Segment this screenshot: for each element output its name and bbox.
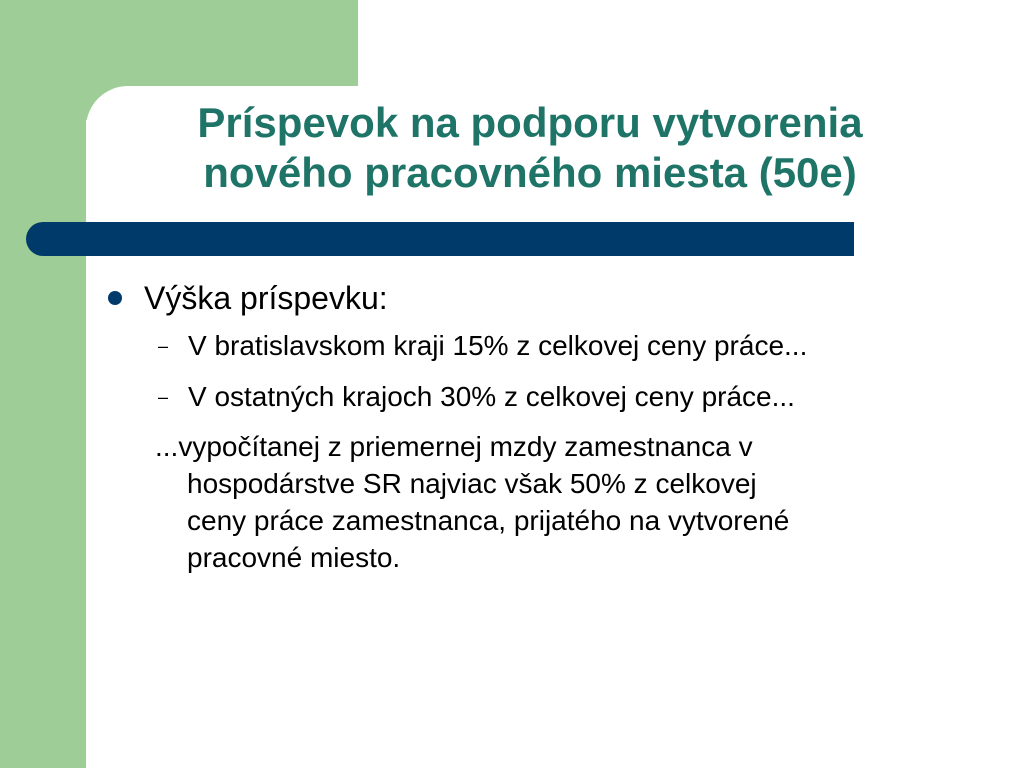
paragraph-line-4: pracovné miesto. <box>187 542 401 573</box>
paragraph-line-3: ceny práce zamestnanca, prijatého na vytvorené <box>187 505 790 536</box>
slide-title-line-1: Príspevok na podporu vytvorenia <box>197 99 863 146</box>
green-side-stripe <box>0 0 86 768</box>
dash-icon: – <box>158 387 169 407</box>
paragraph-line-2: hospodárstve SR najviac však 50% z celkovej <box>187 468 757 499</box>
dash-icon: – <box>158 336 169 356</box>
sub-item-text: V bratislavskom kraji 15% z celkovej ceny práce... <box>188 330 808 361</box>
sub-item-text: V ostatných krajoch 30% z celkovej ceny práce... <box>188 381 795 412</box>
paragraph-line-1: ...vypočítanej z priemernej mzdy zamestnanca v <box>155 431 753 462</box>
slide-title-line-2: nového pracovného miesta (50e) <box>203 149 857 196</box>
bullet-text: Výška príspevku: <box>144 280 388 316</box>
explanation-paragraph <box>155 428 955 576</box>
bullet-dot-icon <box>108 291 122 305</box>
title-divider-bar <box>26 222 854 256</box>
slide-title <box>110 98 950 198</box>
